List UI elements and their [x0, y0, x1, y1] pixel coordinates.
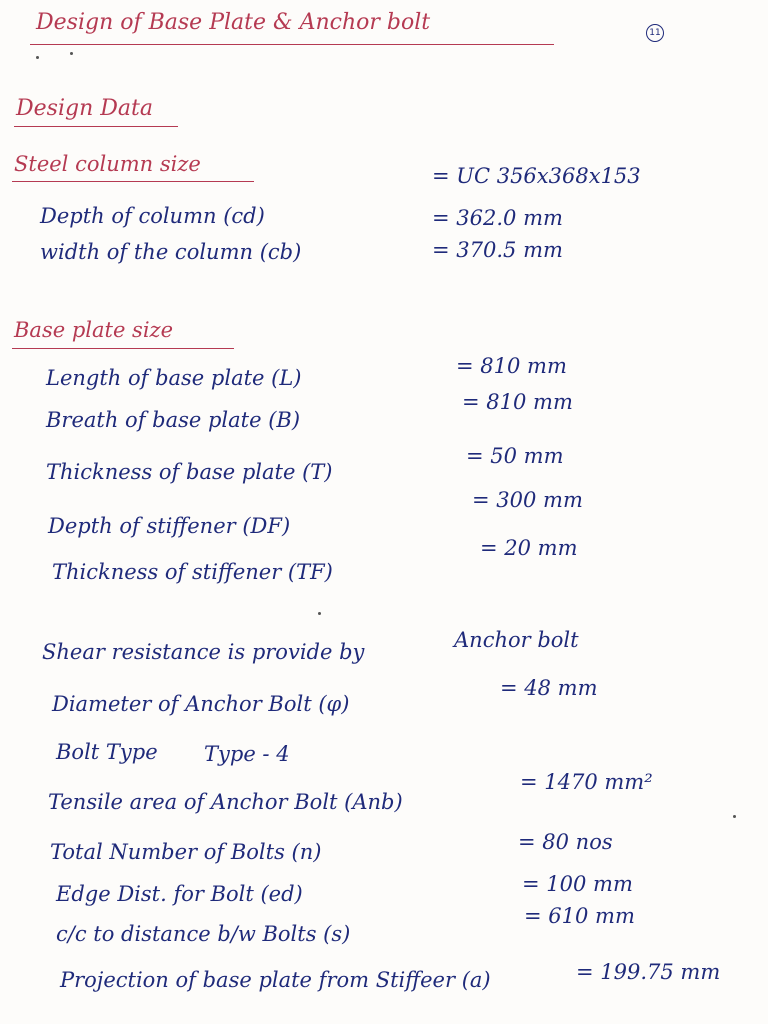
pen-dot: [733, 815, 736, 818]
plate-length-label: Length of base plate (L): [46, 366, 302, 390]
plate-thickness-value: = 50 mm: [466, 444, 564, 468]
bolt-spacing-label: c/c to distance b/w Bolts (s): [56, 922, 351, 946]
total-bolts-value: = 80 nos: [518, 830, 613, 854]
stiffener-thickness-label: Thickness of stiffener (TF): [52, 560, 333, 584]
base-plate-heading: Base plate size: [14, 318, 174, 342]
design-data-underline: [14, 126, 178, 127]
steel-column-underline: [12, 181, 254, 182]
steel-column-size-label: Steel column size: [14, 152, 201, 176]
plate-thickness-label: Thickness of base plate (T): [46, 460, 333, 484]
plate-breadth-value: = 810 mm: [462, 390, 573, 414]
column-width-value: = 370.5 mm: [432, 238, 563, 262]
page-number-badge: 11: [646, 24, 664, 42]
shear-resistance-text: Shear resistance is provide by: [42, 640, 365, 664]
stiffener-depth-label: Depth of stiffener (DF): [48, 514, 291, 538]
stiffener-thickness-value: = 20 mm: [480, 536, 578, 560]
column-width-label: width of the column (cb): [40, 240, 302, 264]
bolt-diameter-value: = 48 mm: [500, 676, 598, 700]
total-bolts-label: Total Number of Bolts (n): [50, 840, 322, 864]
bolt-diameter-label: Diameter of Anchor Bolt (φ): [52, 692, 350, 716]
column-depth-value: = 362.0 mm: [432, 206, 563, 230]
shear-resistance-anchor-text: Anchor bolt: [454, 628, 579, 652]
bolt-spacing-value: = 610 mm: [524, 904, 635, 928]
design-data-heading: Design Data: [16, 96, 153, 121]
plate-length-value: = 810 mm: [456, 354, 567, 378]
title-underline: [30, 44, 554, 45]
projection-value: = 199.75 mm: [576, 960, 721, 984]
pen-dot: [36, 56, 39, 59]
stiffener-depth-value: = 300 mm: [472, 488, 583, 512]
plate-breadth-label: Breath of base plate (B): [46, 408, 301, 432]
tensile-area-label: Tensile area of Anchor Bolt (Anb): [48, 790, 403, 814]
tensile-area-value: = 1470 mm²: [520, 770, 653, 794]
base-plate-underline: [12, 348, 234, 349]
projection-label: Projection of base plate from Stiffeer (a): [60, 968, 491, 992]
column-depth-label: Depth of column (cd): [40, 204, 265, 228]
bolt-type-value: Type - 4: [204, 742, 290, 766]
steel-column-size-value: = UC 356x368x153: [432, 164, 641, 188]
page-title: Design of Base Plate & Anchor bolt: [36, 10, 431, 35]
edge-distance-label: Edge Dist. for Bolt (ed): [56, 882, 303, 906]
pen-dot: [70, 52, 73, 55]
bolt-type-label: Bolt Type: [56, 740, 158, 764]
edge-distance-value: = 100 mm: [522, 872, 633, 896]
pen-dot: [318, 612, 321, 615]
